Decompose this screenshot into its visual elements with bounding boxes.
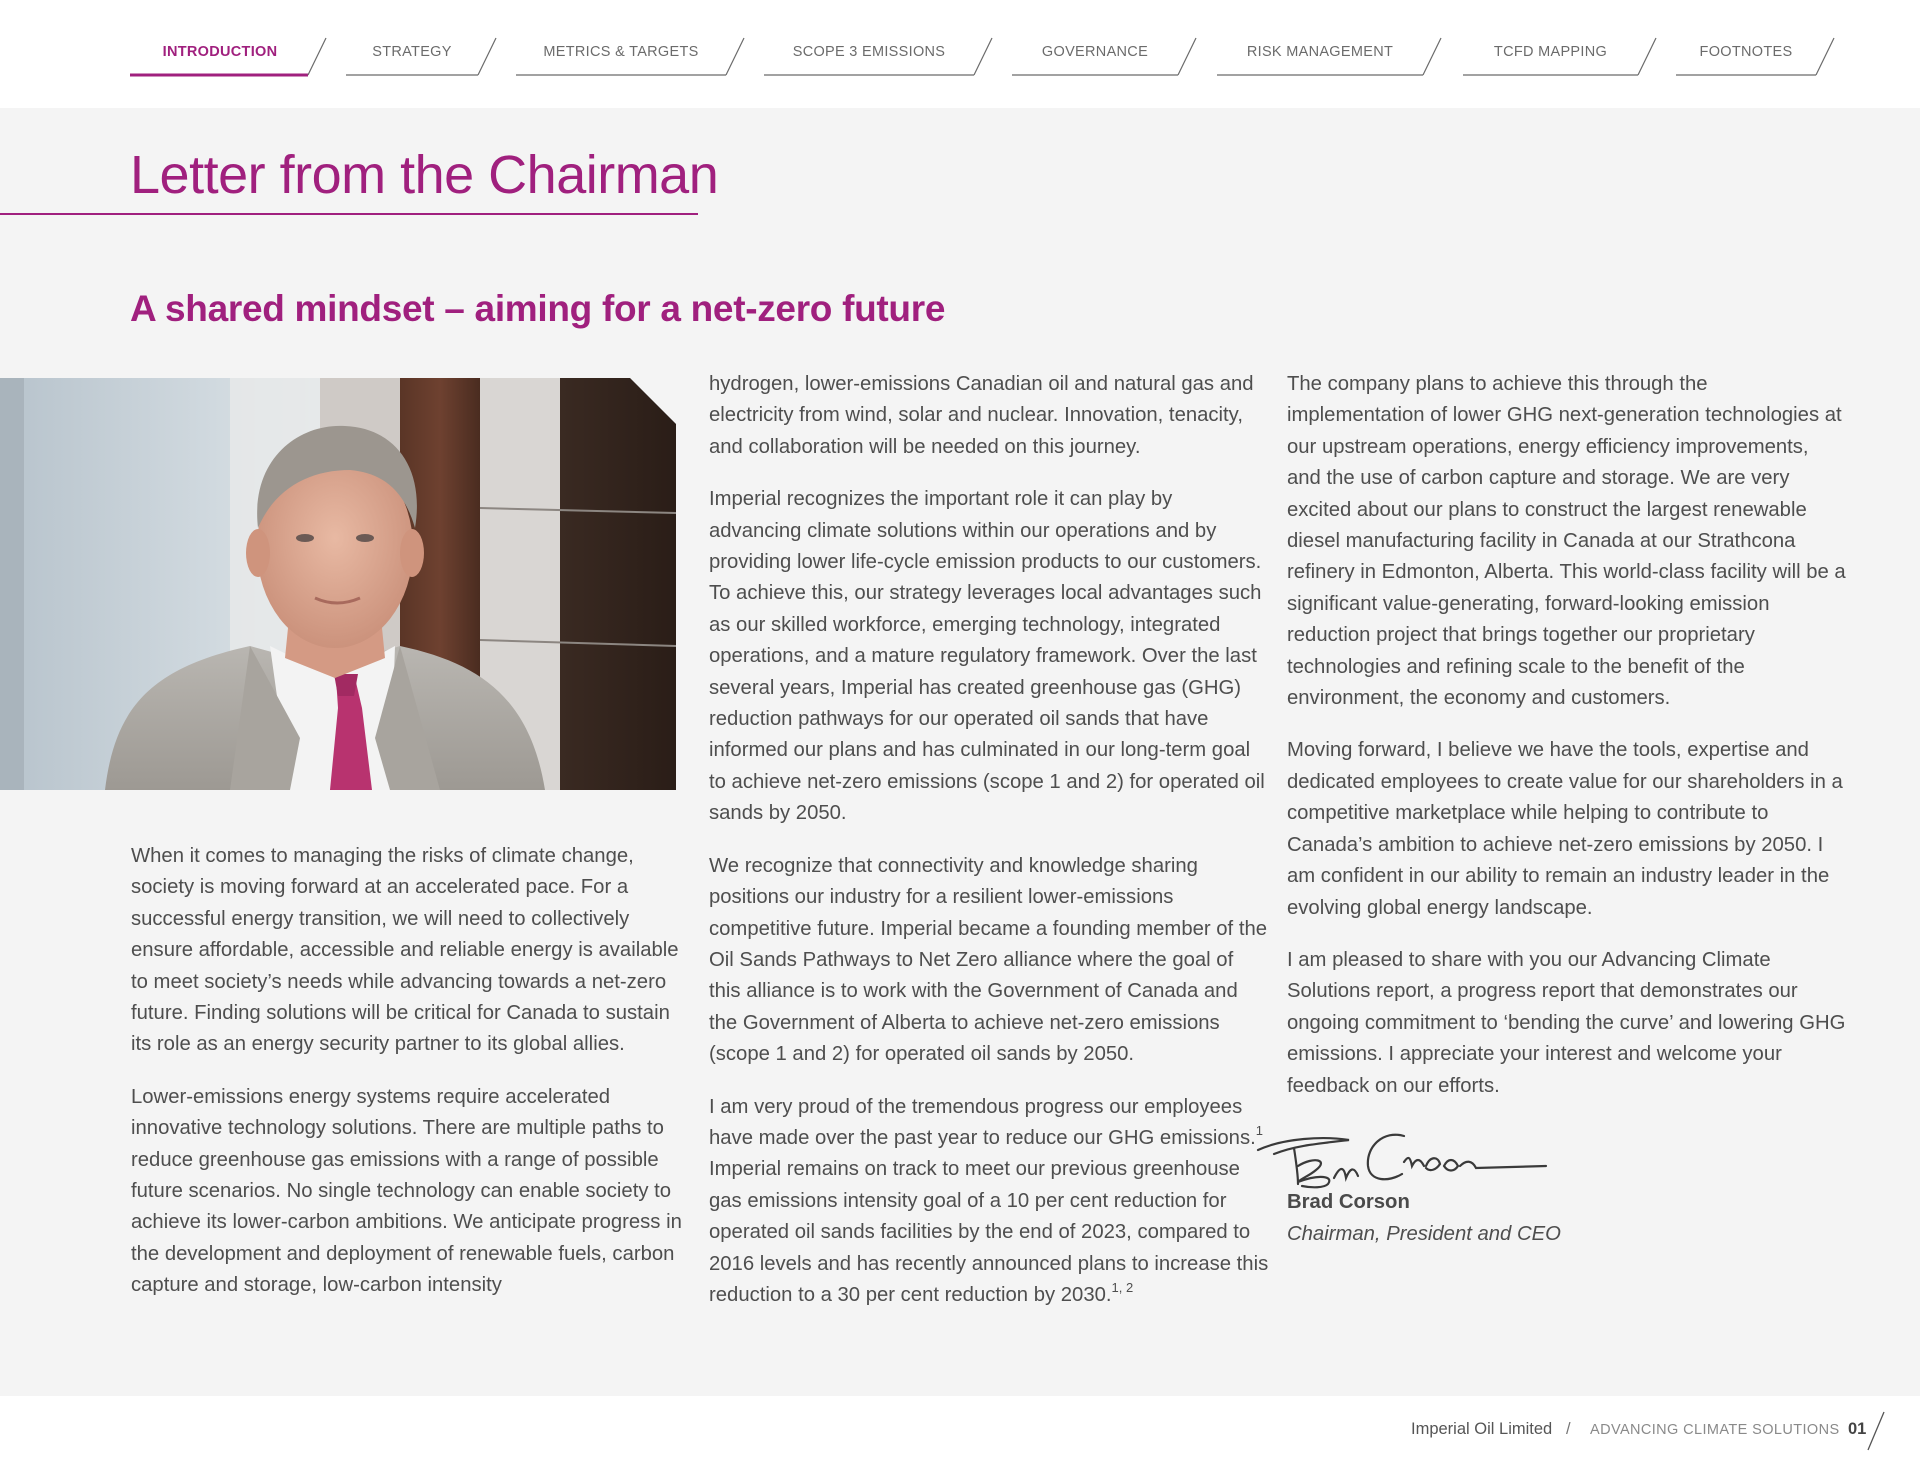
tab-underline-icon xyxy=(346,30,496,76)
tab-strategy[interactable] xyxy=(346,30,496,76)
tab-underline-icon xyxy=(1217,30,1441,76)
tab-label: STRATEGY xyxy=(372,44,452,60)
paragraph: Moving forward, I believe we have the tools, expertise and dedicated employees to create value for our shareholders in a competitive marketplace while helping to contribute to Canada’s ambition to achieve net-zero emissions by 2050. I am confident in our ability to remain an industry leader in the evolving global energy landscape. xyxy=(1287,739,1843,919)
slash-divider-icon xyxy=(1866,1410,1886,1452)
paragraph-text: Imperial remains on track to meet our previous greenhouse gas emissions intensity goal of a 10 per cent reduction for operated oil sands facilities by the end of 2023, compared to 2016 levels and has recently announced plans to increase this reduction to a 30 per cent reduction by 2030. xyxy=(709,1158,1269,1306)
signer-title: Chairman, President and CEO xyxy=(1287,1223,1561,1245)
footer-company: Imperial Oil Limited xyxy=(1411,1420,1553,1438)
paragraph: I am pleased to share with you our Advancing Climate Solutions report, a progress report that demonstrates our ongoing commitment to ‘bending the curve’ and lowering GHG emissions. I appreciate your interest and welcome your feedback on our efforts. xyxy=(1287,948,1846,1097)
page-subtitle: A shared mindset – aiming for a net-zero future xyxy=(130,288,946,329)
footnote-ref-link[interactable]: 1, 2 xyxy=(1111,1279,1134,1295)
signer-name: Brad Corson xyxy=(1287,1191,1410,1213)
tab-underline-icon xyxy=(1676,30,1834,76)
tab-label: TCFD MAPPING xyxy=(1493,44,1608,60)
page-footer xyxy=(0,1396,1920,1484)
paragraph: We recognize that connectivity and knowledge sharing positions our industry for a resilient lower-emissions competitive future. Imperial became a founding member of the Oil Sands Pathways to Net Zero alliance where the goal of this alliance is to work with the Government of Canada and the Government of Alberta to achieve net-zero emissions (scope 1 and 2) for operated oil sands by 2050. xyxy=(709,854,1268,1066)
tab-footnotes[interactable] xyxy=(1676,30,1834,76)
tab-label: FOOTNOTES xyxy=(1699,44,1793,60)
paragraph: hydrogen, lower-emissions Canadian oil and natural gas and electricity from wind, solar and nuclear. Innovation, tenacity, and collaboration will be needed on this journey. xyxy=(709,373,1254,458)
paragraph-text: I am very proud of the tremendous progress our employees have made over the past year to reduce our GHG emissions. xyxy=(709,1095,1256,1149)
letter-column-3 xyxy=(1287,369,1847,1123)
tab-introduction[interactable] xyxy=(130,30,328,76)
letter-column-1 xyxy=(131,841,691,1323)
footer-report-title: ADVANCING CLIMATE SOLUTIONS xyxy=(1590,1422,1840,1438)
paragraph: When it comes to managing the risks of climate change, society is moving forward at an accelerated pace. For a successful energy transition, we will need to collectively ensure affordable, accessible and reliable energy is available to meet society’s needs while advancing towards a net-zero future. Finding solutions will be critical for Canada to sustain its role as an energy security partner to its global allies. xyxy=(131,845,679,1056)
tab-tcfd-mapping[interactable] xyxy=(1463,30,1656,76)
tab-risk-management[interactable] xyxy=(1217,30,1441,76)
page-number: 01 xyxy=(1848,1420,1867,1438)
footer-separator: / xyxy=(1566,1420,1571,1438)
section-nav xyxy=(0,0,1920,108)
tab-label: METRICS & TARGETS xyxy=(543,44,699,60)
tab-underline-icon xyxy=(1463,30,1656,76)
tab-underline-icon xyxy=(516,30,744,76)
page-title: Letter from the Chairman xyxy=(130,145,719,205)
paragraph: Imperial recognizes the important role it can play by advancing climate solutions within our operations and by providing lower life-cycle emission products to our customers. To achieve this, our strategy leverages local advantages such as our skilled workforce, emerging technology, integrated operations, and a mature regulatory framework. Over the last several years, Imperial has created greenhouse gas (GHG) reduction pathways for our operated oil sands that have informed our plans and has culminated in our long-term goal to achieve net-zero emissions (scope 1 and 2) for operated oil sands by 2050. xyxy=(709,488,1265,825)
tab-scope-3-emissions[interactable] xyxy=(764,30,992,76)
signature-icon xyxy=(1254,1126,1554,1196)
letter-page xyxy=(0,108,1920,1396)
portrait-image-icon xyxy=(0,378,676,790)
tab-metrics-targets[interactable] xyxy=(516,30,744,76)
tab-label: GOVERNANCE xyxy=(1041,44,1149,60)
title-divider xyxy=(0,213,698,215)
tab-label: SCOPE 3 EMISSIONS xyxy=(792,44,946,60)
footnote-ref-link[interactable]: 1 xyxy=(1255,1122,1263,1138)
tab-label: INTRODUCTION xyxy=(162,44,278,60)
tab-underline-icon xyxy=(1012,30,1196,76)
letter-column-2 xyxy=(709,369,1269,1332)
tab-underline-icon xyxy=(130,30,328,76)
tab-underline-icon xyxy=(764,30,992,76)
paragraph: The company plans to achieve this through the implementation of lower GHG next-generation technologies at our upstream operations, energy efficiency improvements, and the use of carbon capture and storage. We are very excited about our plans to construct the largest renewable diesel manufacturing facility in Canada at our Strathcona refinery in Edmonton, Alberta. This world-class facility will be a significant value-generating, forward-looking emission reduction project that brings together our proprietary technologies and refining scale to the benefit of the environment, the economy and customers. xyxy=(1287,373,1846,710)
tab-label: RISK MANAGEMENT xyxy=(1246,44,1394,60)
paragraph xyxy=(709,1092,1269,1312)
tab-governance[interactable] xyxy=(1012,30,1196,76)
paragraph: Lower-emissions energy systems require accelerated innovative technology solutions. There are multiple paths to reduce greenhouse gas emissions with a range of possible future scenarios. No single technology can enable society to achieve its lower-carbon ambitions. We anticipate progress in the development and deployment of renewable fuels, carbon capture and storage, low-carbon intensity xyxy=(131,1085,682,1297)
chairman-photo xyxy=(0,378,676,790)
